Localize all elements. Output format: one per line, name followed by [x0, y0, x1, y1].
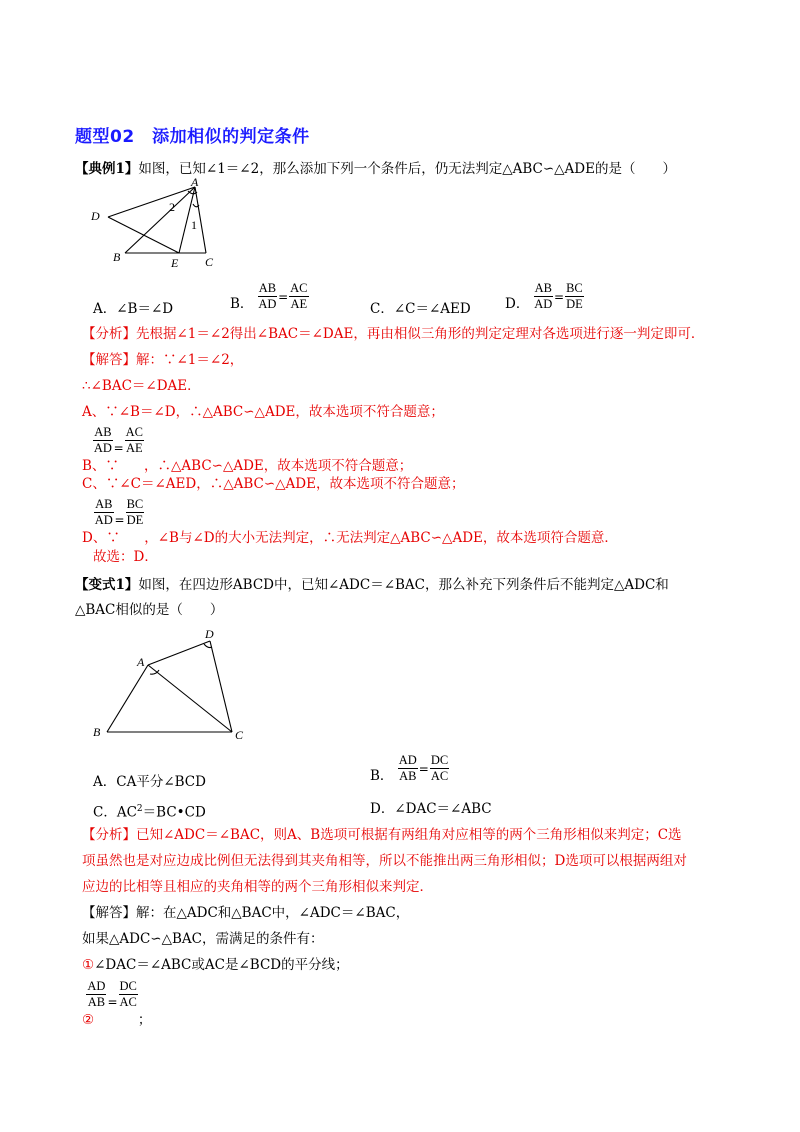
ex2-option-c — [93, 800, 206, 822]
ex2-analysis-3: 应边的比相等且相应的夹角相等的两个三角形相似来判定． — [82, 879, 433, 895]
fraction — [258, 282, 277, 311]
frac-num: AD — [87, 979, 106, 993]
ex1-answer-line2: ∴∠BAC＝∠DAE． — [82, 378, 201, 394]
item1-text: ∠DAC＝∠ABC或AC是∠BCD的平分线； — [94, 957, 349, 973]
frac-den: AB — [87, 995, 106, 1009]
option-c-prefix: C．AC — [93, 804, 137, 821]
ex2-option-b: B． $\frac{AD}{AB}$ = $\frac{DC}{AC}$ — [370, 753, 449, 784]
ex1-answer-b: B、∵ $\frac{AB}{AD}$ = $\frac{AC}{AE}$ ，∴△ABC∽△ADE，故本选项不符合题意； — [82, 425, 413, 474]
frac-num: DC — [430, 753, 449, 767]
frac-num: AB — [534, 281, 552, 295]
ex1-answer-choice: 故选：D． — [93, 549, 158, 565]
ex1-question-text: 如图，已知∠1＝∠2，那么添加下列一个条件后，仍无法判定△ABC∽△ADE的是（ ） — [138, 161, 676, 177]
frac-num: AB — [258, 281, 277, 295]
ex1-option-c: C．∠C＝∠AED — [370, 301, 471, 317]
ex2-question-line1: 如图，在四边形ABCD中，已知∠ADC＝∠BAC，那么补充下列条件后不能判定△ADC和 — [138, 577, 669, 593]
fig1-label-a: A — [191, 178, 199, 189]
ex2-tag: 【变式1】 — [75, 577, 139, 593]
frac-num: AB — [94, 425, 112, 439]
ex2-analysis-2: 项虽然也是对应边成比例但无法得到其夹角相等，所以不能推出两三角形相似；D选项可以根据两组对 — [82, 853, 687, 869]
option-c-suffix: ＝BC•CD — [142, 804, 206, 821]
ex1-option-a: A．∠B＝∠D — [93, 301, 174, 317]
ex2-question-line2: △BAC相似的是（ ） — [75, 602, 224, 618]
fraction — [86, 980, 106, 1009]
ex2-option-a: A．CA平分∠BCD — [93, 774, 206, 790]
frac-num: AC — [290, 281, 308, 295]
ex1-answer-c: C、∵∠C＝∠AED，∴△ABC∽△ADE，故本选项不符合题意； — [82, 476, 465, 492]
ans-d-prefix: D、∵ — [82, 530, 120, 546]
fig2-label-a: A — [137, 655, 145, 669]
item2-number: ② — [82, 1012, 95, 1028]
frac-den: DE — [126, 513, 144, 527]
ans-b-suffix: ，∴△ABC∽△ADE，故本选项不符合题意； — [144, 458, 413, 474]
ex2-answer-head: 【解答】解：在△ADC和△BAC中，∠ADC＝∠BAC， — [82, 905, 410, 921]
frac-num: BC — [126, 497, 144, 511]
frac-den: AD — [534, 297, 553, 311]
ex2-figure — [88, 622, 258, 740]
option-b-prefix: B． — [230, 296, 254, 312]
ex1-option-b: B． $\frac{AB}{AD}$ = $\frac{AC}{AE}$ — [230, 281, 308, 312]
fraction — [93, 426, 112, 455]
fraction — [289, 282, 308, 311]
frac-num: DC — [119, 979, 137, 993]
fraction — [126, 498, 145, 527]
fraction — [125, 426, 144, 455]
ex1-answer-head: 【解答】解：∵∠1＝∠2， — [82, 352, 244, 368]
ex1-analysis: 【分析】先根据∠1＝∠2得出∠BAC＝∠DAE，再由相似三角形的判定定理对各选项进行逐一判定即可． — [82, 326, 705, 342]
frac-den: AD — [258, 297, 277, 311]
ans-b-prefix: B、∵ — [82, 458, 119, 474]
ex2-question — [75, 576, 669, 594]
frac-num: AD — [398, 753, 417, 767]
fraction — [94, 498, 113, 527]
ex1-figure — [85, 178, 225, 270]
fraction — [534, 282, 553, 311]
fig1-label-d: D — [91, 209, 100, 223]
item2-suffix: ； — [137, 1012, 152, 1028]
frac-den: AC — [430, 769, 449, 783]
ex1-option-d: D． $\frac{AB}{AD}$ = $\frac{BC}{DE}$ — [505, 281, 583, 312]
fraction — [565, 282, 584, 311]
ex2-answer-line2: 如果△ADC∽△BAC，需满足的条件有： — [82, 931, 324, 947]
frac-den: AC — [119, 995, 137, 1009]
ex1-tag: 【典例1】 — [75, 161, 139, 177]
ex2-answer-item2: ② $\frac{AD}{AB}$ = $\frac{DC}{AC}$ ； — [82, 979, 152, 1028]
frac-num: AB — [95, 497, 113, 511]
fig1-label-c: C — [205, 255, 214, 269]
fig1-label-2: 2 — [169, 200, 175, 214]
frac-den: AE — [126, 441, 143, 455]
fraction — [430, 754, 449, 783]
ex1-answer-d: D、∵ $\frac{AB}{AD}$ = $\frac{BC}{DE}$ ，∠B与∠D的大小无法判定，∴无法判定△ABC∽△ADE，故本选项符合题意． — [82, 497, 618, 546]
fig1-label-b: B — [113, 250, 121, 264]
fraction — [119, 980, 138, 1009]
item1-number: ① — [82, 957, 95, 973]
frac-den: AE — [290, 297, 308, 311]
fig2-label-c: C — [235, 728, 244, 740]
fig1-label-e: E — [171, 256, 179, 270]
ex2-option-d: D．∠DAC＝∠ABC — [370, 801, 492, 817]
frac-den: AB — [399, 769, 417, 783]
frac-num: BC — [566, 281, 583, 295]
option-d-prefix: D． — [505, 296, 530, 312]
option-b-prefix: B． — [370, 768, 394, 784]
ex1-question — [75, 160, 676, 178]
frac-den: DE — [566, 297, 583, 311]
section-heading: 题型02 添加相似的判定条件 — [75, 127, 310, 147]
fig1-label-1: 1 — [191, 218, 197, 232]
ex2-answer-item1 — [82, 956, 349, 974]
ans-d-suffix: ，∠B与∠D的大小无法判定，∴无法判定△ABC∽△ADE，故本选项符合题意． — [144, 530, 618, 546]
fig2-label-d: D — [205, 627, 214, 641]
frac-num: AC — [125, 425, 144, 439]
frac-den: AD — [93, 441, 112, 455]
frac-den: AD — [94, 513, 113, 527]
fig2-label-b: B — [93, 725, 101, 739]
ex2-analysis-1: 【分析】已知∠ADC＝∠BAC，则A、B选项可根据有两组角对应相等的两个三角形相似来判定；C选 — [82, 827, 682, 843]
ex1-answer-a: A、∵∠B＝∠D，∴△ABC∽△ADE，故本选项不符合题意； — [82, 404, 444, 420]
option-c-exponent: 2 — [136, 804, 143, 814]
fraction — [398, 754, 418, 783]
